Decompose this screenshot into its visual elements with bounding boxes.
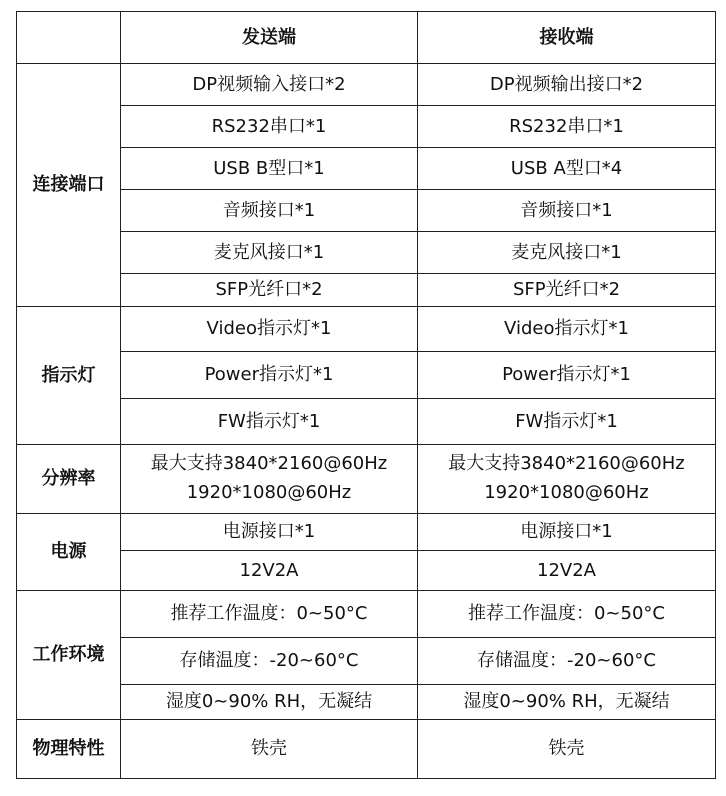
sender-cell: 推荐工作温度：0~50°C [121, 591, 418, 638]
receiver-cell: 存储温度：-20~60°C [418, 638, 716, 685]
table-row [17, 399, 716, 445]
resolution-line: 1920*1080@60Hz [484, 482, 649, 503]
sender-cell: 12V2A [121, 551, 418, 591]
category-indicators: 指示灯 [17, 307, 121, 445]
resolution-line: 最大支持3840*2160@60Hz [150, 453, 388, 475]
receiver-cell: 铁壳 [418, 720, 716, 779]
sender-cell: 铁壳 [121, 720, 418, 779]
category-resolution: 分辨率 [17, 445, 121, 514]
receiver-cell: FW指示灯*1 [418, 399, 716, 445]
header-corner [17, 12, 121, 64]
receiver-cell: RS232串口*1 [418, 106, 716, 148]
receiver-cell: Video指示灯*1 [418, 307, 716, 352]
header-row [17, 12, 716, 64]
table-row [17, 720, 716, 779]
sender-cell [121, 445, 418, 514]
header-receiver: 接收端 [418, 12, 716, 64]
receiver-cell: 麦克风接口*1 [418, 232, 716, 274]
receiver-cell: 12V2A [418, 551, 716, 591]
table-row [17, 685, 716, 720]
table-row [17, 445, 716, 514]
table-row [17, 190, 716, 232]
sender-cell: 存储温度：-20~60°C [121, 638, 418, 685]
resolution-line: 1920*1080@60Hz [186, 482, 352, 503]
table-row [17, 64, 716, 106]
spec-table [16, 11, 716, 779]
sender-cell: 音频接口*1 [121, 190, 418, 232]
receiver-cell: DP视频输出接口*2 [418, 64, 716, 106]
resolution-line: 最大支持3840*2160@60Hz [448, 453, 685, 475]
table-row [17, 148, 716, 190]
table-row [17, 274, 716, 307]
category-environment: 工作环境 [17, 591, 121, 720]
sender-cell: RS232串口*1 [121, 106, 418, 148]
table-row [17, 307, 716, 352]
category-ports: 连接端口 [17, 64, 121, 307]
sender-cell: SFP光纤口*2 [121, 274, 418, 307]
sender-cell: Video指示灯*1 [121, 307, 418, 352]
table-row [17, 232, 716, 274]
header-sender: 发送端 [121, 12, 418, 64]
receiver-cell: 推荐工作温度：0~50°C [418, 591, 716, 638]
receiver-cell: USB A型口*4 [418, 148, 716, 190]
receiver-cell: Power指示灯*1 [418, 352, 716, 399]
category-power: 电源 [17, 514, 121, 591]
table-row [17, 638, 716, 685]
sender-cell: 电源接口*1 [121, 514, 418, 551]
table-row [17, 514, 716, 551]
sender-cell: DP视频输入接口*2 [121, 64, 418, 106]
table-row [17, 591, 716, 638]
receiver-cell: 电源接口*1 [418, 514, 716, 551]
sender-cell: FW指示灯*1 [121, 399, 418, 445]
receiver-cell: SFP光纤口*2 [418, 274, 716, 307]
sender-cell: USB B型口*1 [121, 148, 418, 190]
category-physical: 物理特性 [17, 720, 121, 779]
receiver-cell [418, 445, 716, 514]
sender-cell: Power指示灯*1 [121, 352, 418, 399]
table-row [17, 106, 716, 148]
table-row [17, 352, 716, 399]
table-row [17, 551, 716, 591]
receiver-cell: 湿度0~90% RH，无凝结 [418, 685, 716, 720]
sender-cell: 麦克风接口*1 [121, 232, 418, 274]
receiver-cell: 音频接口*1 [418, 190, 716, 232]
sender-cell: 湿度0~90% RH，无凝结 [121, 685, 418, 720]
